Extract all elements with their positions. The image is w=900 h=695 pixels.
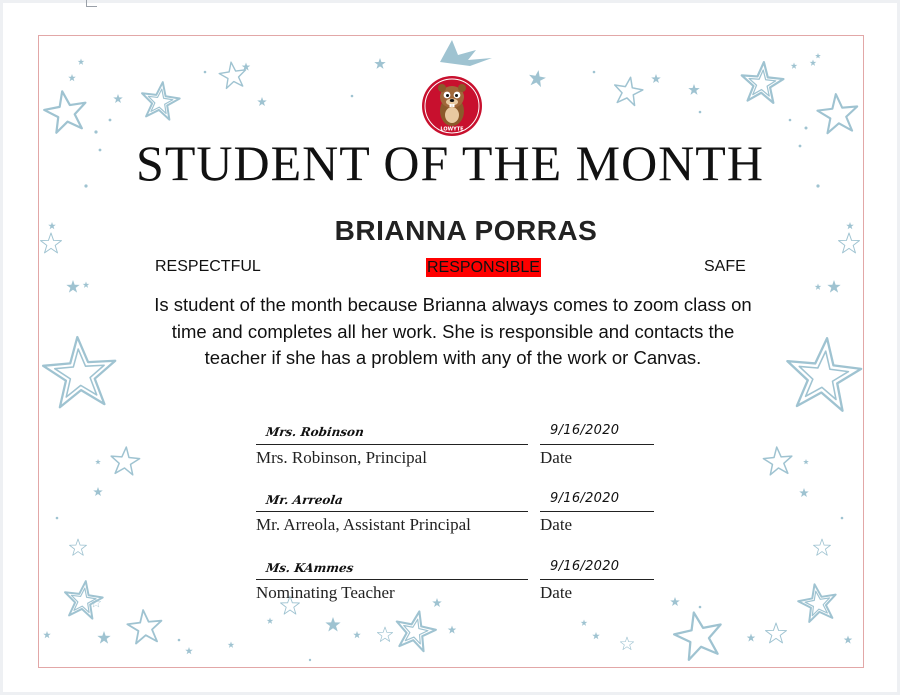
value-respectful: RESPECTFUL	[155, 258, 261, 275]
value-safe: SAFE	[704, 258, 746, 275]
signature-teacher: Ms. KAmmes	[265, 561, 355, 575]
date-line	[540, 579, 654, 580]
signature-principal: Mrs. Robinson	[265, 425, 365, 439]
signature-date-assistant-principal: 9/16/2020	[550, 491, 620, 506]
logo-text: LOWYTE	[440, 126, 464, 133]
page-corner-mark	[86, 0, 97, 7]
signature-assistant-principal: Mr. Arreola	[265, 493, 344, 507]
signature-line	[256, 511, 528, 512]
signature-line	[256, 579, 528, 580]
date-label: Date	[540, 448, 573, 467]
signature-date-teacher: 9/16/2020	[550, 559, 620, 574]
date-line	[540, 511, 654, 512]
certificate-title: STUDENT OF THE MONTH	[136, 135, 764, 191]
signer-title-teacher: Nominating Teacher	[256, 583, 395, 602]
signer-title-principal: Mrs. Robinson, Principal	[256, 448, 427, 467]
date-label: Date	[540, 515, 573, 534]
signature-date-principal: 9/16/2020	[550, 423, 620, 438]
signature-line	[256, 444, 528, 445]
award-reason-text: Is student of the month because Brianna always comes to zoom class on time and completes all her work. She is responsible and contacts the teacher if she has a problem with any of the work or Canvas.	[154, 294, 752, 368]
student-name: BRIANNA PORRAS	[334, 215, 598, 246]
mascot-logo	[421, 75, 483, 137]
date-line	[540, 444, 654, 445]
signer-title-assistant-principal: Mr. Arreola, Assistant Principal	[256, 515, 471, 534]
date-label: Date	[540, 583, 573, 602]
value-responsible-highlighted: RESPONSIBLE	[427, 259, 540, 276]
